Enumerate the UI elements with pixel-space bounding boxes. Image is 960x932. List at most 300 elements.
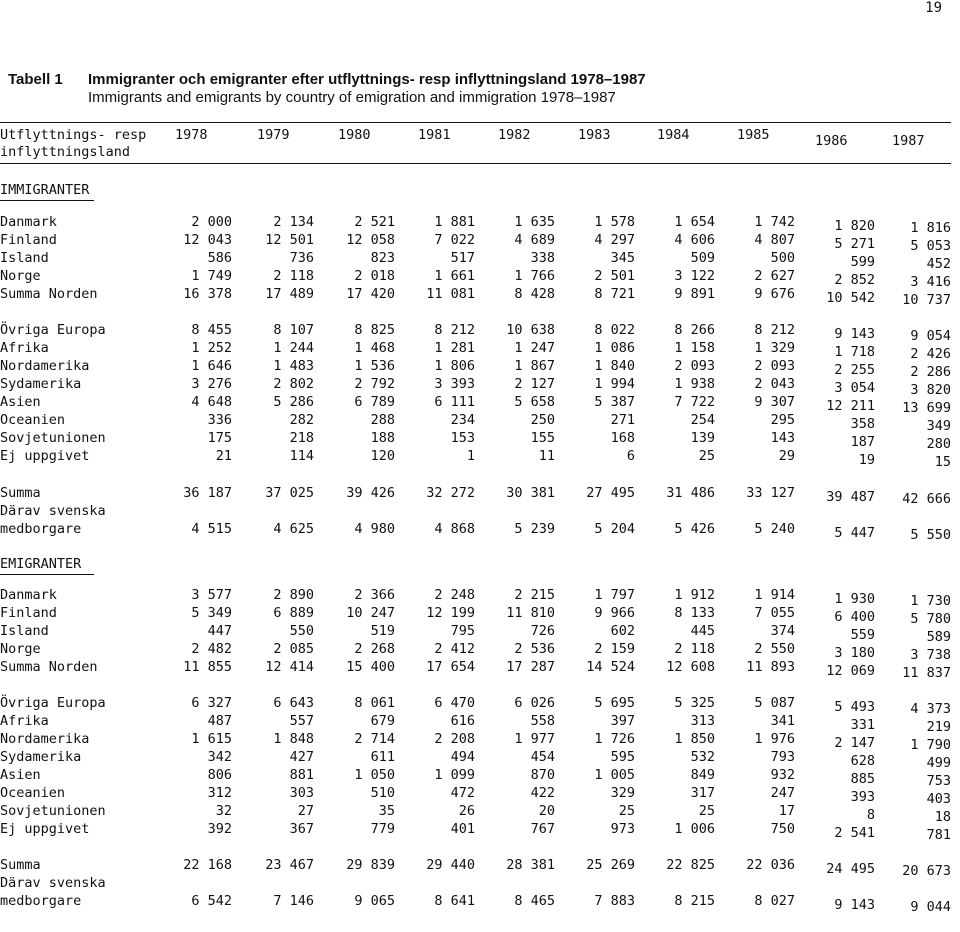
table-cell: 5 286	[273, 394, 314, 410]
table-cell: 1 742	[754, 214, 795, 230]
table-cell: 25	[618, 803, 635, 819]
table-cell: 1 247	[514, 340, 555, 356]
table-cell: 367	[289, 821, 314, 837]
table-cell: 22 036	[746, 857, 795, 873]
table-cell: 4 297	[594, 232, 635, 248]
table-cell: 2 208	[434, 731, 475, 747]
table-cell: 31 486	[666, 485, 715, 501]
header-bottom-rule	[0, 163, 951, 164]
table-row	[0, 521, 951, 543]
table-cell: 27	[297, 803, 314, 819]
table-cell: 2 792	[354, 376, 395, 392]
row-label: Nordamerika	[0, 358, 90, 374]
table-cell: 331	[850, 717, 875, 733]
table-title-swedish: Immigranter och emigranter efter utflyttnings- resp inflyttningsland 1978–1987	[88, 71, 646, 88]
table-cell: 2 501	[594, 268, 635, 284]
row-label: Summa	[0, 485, 41, 501]
row-label: Finland	[0, 605, 57, 621]
table-cell: 336	[207, 412, 232, 428]
table-cell: 1 850	[674, 731, 715, 747]
table-cell: 6 400	[834, 609, 875, 625]
table-cell: 358	[850, 416, 875, 432]
table-cell: 37 025	[265, 485, 314, 501]
row-label: Norge	[0, 641, 41, 657]
column-label-line1: Utflyttnings- resp	[0, 127, 147, 143]
table-cell: 1 976	[754, 731, 795, 747]
table-cell: 12 211	[826, 398, 875, 414]
table-cell: 2 215	[514, 587, 555, 603]
table-cell: 5 325	[674, 695, 715, 711]
table-row	[0, 641, 951, 663]
table-cell: 767	[530, 821, 555, 837]
table-cell: 12 501	[265, 232, 314, 248]
table-cell: 1 536	[354, 358, 395, 374]
table-row	[0, 340, 951, 362]
row-label: Summa Norden	[0, 659, 98, 675]
table-cell: 39 487	[826, 489, 875, 505]
table-cell: 2 286	[910, 364, 951, 380]
table-cell: 3 054	[834, 380, 875, 396]
table-cell: 1 938	[674, 376, 715, 392]
table-cell: 589	[926, 629, 951, 645]
table-cell: 11 893	[746, 659, 795, 675]
table-row	[0, 268, 951, 290]
table-cell: 33 127	[746, 485, 795, 501]
table-cell: 750	[770, 821, 795, 837]
table-cell: 4 648	[191, 394, 232, 410]
table-cell: 341	[770, 713, 795, 729]
table-cell: 5 349	[191, 605, 232, 621]
table-cell: 288	[370, 412, 395, 428]
table-cell: 1 099	[434, 767, 475, 783]
table-cell: 445	[690, 623, 715, 639]
table-row	[0, 857, 951, 879]
table-cell: 8 022	[594, 322, 635, 338]
table-row	[0, 713, 951, 735]
table-cell: 22 825	[666, 857, 715, 873]
table-cell: 21	[215, 448, 232, 464]
table-label: Tabell 1	[8, 71, 63, 88]
table-cell: 881	[289, 767, 314, 783]
table-cell: 5 087	[754, 695, 795, 711]
table-cell: 586	[207, 250, 232, 266]
table-row	[0, 749, 951, 771]
table-cell: 8 721	[594, 286, 635, 302]
section-title: EMIGRANTER	[0, 556, 82, 572]
table-cell: 2 159	[594, 641, 635, 657]
table-cell: 500	[770, 250, 795, 266]
table-cell: 1 806	[434, 358, 475, 374]
table-cell: 2 268	[354, 641, 395, 657]
section-underline	[0, 574, 94, 575]
row-label: Sydamerika	[0, 749, 82, 765]
table-cell: 8 061	[354, 695, 395, 711]
table-cell: 5 426	[674, 521, 715, 537]
table-cell: 628	[850, 753, 875, 769]
row-label: Summa	[0, 857, 41, 873]
table-cell: 17 420	[346, 286, 395, 302]
table-cell: 8 266	[674, 322, 715, 338]
row-label: Island	[0, 250, 49, 266]
table-cell: 32 272	[426, 485, 475, 501]
table-cell: 1 977	[514, 731, 555, 747]
table-cell: 8 641	[434, 893, 475, 909]
table-cell: 3 820	[910, 382, 951, 398]
table-cell: 550	[289, 623, 314, 639]
table-cell: 27 495	[586, 485, 635, 501]
table-cell: 5 053	[910, 238, 951, 254]
table-cell: 35	[378, 803, 395, 819]
table-cell: 6	[626, 448, 635, 464]
table-cell: 5 271	[834, 236, 875, 252]
table-cell: 2 426	[910, 346, 951, 362]
table-cell: 2 093	[754, 358, 795, 374]
row-label: Ej uppgivet	[0, 448, 90, 464]
row-label: Ej uppgivet	[0, 821, 90, 837]
table-cell: 510	[370, 785, 395, 801]
table-row	[0, 875, 951, 892]
table-cell: 9 891	[674, 286, 715, 302]
row-label: Sydamerika	[0, 376, 82, 392]
table-cell: 1 730	[910, 593, 951, 609]
table-row	[0, 376, 951, 398]
table-cell: 2 043	[754, 376, 795, 392]
year-header: 1980	[338, 127, 371, 143]
table-cell: 29 440	[426, 857, 475, 873]
table-cell: 393	[850, 789, 875, 805]
table-cell: 795	[450, 623, 475, 639]
table-cell: 1 930	[834, 591, 875, 607]
row-label: Danmark	[0, 214, 57, 230]
table-cell: 4 980	[354, 521, 395, 537]
table-cell: 11 810	[506, 605, 555, 621]
table-cell: 793	[770, 749, 795, 765]
table-cell: 392	[207, 821, 232, 837]
page-number: 19	[925, 0, 942, 16]
table-cell: 559	[850, 627, 875, 643]
table-cell: 1 468	[354, 340, 395, 356]
table-cell: 5 658	[514, 394, 555, 410]
row-label: Oceanien	[0, 412, 66, 428]
table-cell: 1 718	[834, 344, 875, 360]
table-cell: 1 635	[514, 214, 555, 230]
table-cell: 9 676	[754, 286, 795, 302]
table-cell: 8 212	[434, 322, 475, 338]
table-cell: 30 381	[506, 485, 555, 501]
table-cell: 10 247	[346, 605, 395, 621]
table-cell: 42 666	[902, 491, 951, 507]
year-header: 1983	[578, 127, 611, 143]
table-cell: 1 816	[910, 220, 951, 236]
table-cell: 679	[370, 713, 395, 729]
table-cell: 12 069	[826, 663, 875, 679]
table-cell: 422	[530, 785, 555, 801]
column-label-line2: inflyttningsland	[0, 144, 131, 160]
table-cell: 6 542	[191, 893, 232, 909]
table-cell: 3 416	[910, 274, 951, 290]
row-label: Övriga Europa	[0, 695, 106, 711]
table-cell: 11 855	[183, 659, 232, 675]
table-cell: 32	[215, 803, 232, 819]
table-cell: 8 428	[514, 286, 555, 302]
table-cell: 14 524	[586, 659, 635, 675]
table-cell: 781	[926, 827, 951, 843]
table-cell: 1 797	[594, 587, 635, 603]
table-cell: 313	[690, 713, 715, 729]
table-cell: 736	[289, 250, 314, 266]
table-cell: 1 646	[191, 358, 232, 374]
year-header: 1978	[175, 127, 208, 143]
table-cell: 427	[289, 749, 314, 765]
table-cell: 2 118	[273, 268, 314, 284]
table-cell: 1 766	[514, 268, 555, 284]
table-cell: 271	[610, 412, 635, 428]
year-header: 1981	[418, 127, 451, 143]
table-cell: 2 541	[834, 825, 875, 841]
table-cell: 616	[450, 713, 475, 729]
table-cell: 1 749	[191, 268, 232, 284]
table-cell: 20 673	[902, 863, 951, 879]
table-cell: 454	[530, 749, 555, 765]
row-label: Sovjetunionen	[0, 803, 106, 819]
table-cell: 2 890	[273, 587, 314, 603]
table-title-english: Immigrants and emigrants by country of emigration and immigration 1978–1987	[88, 89, 616, 106]
table-cell: 532	[690, 749, 715, 765]
table-row	[0, 286, 951, 308]
row-label: Nordamerika	[0, 731, 90, 747]
row-label: Övriga Europa	[0, 322, 106, 338]
table-cell: 1 790	[910, 737, 951, 753]
table-cell: 2 521	[354, 214, 395, 230]
table-cell: 3 276	[191, 376, 232, 392]
table-cell: 2 134	[273, 214, 314, 230]
table-cell: 29	[778, 448, 795, 464]
table-cell: 17 654	[426, 659, 475, 675]
table-cell: 25	[698, 448, 715, 464]
table-cell: 5 447	[834, 525, 875, 541]
year-header: 1979	[257, 127, 290, 143]
table-cell: 1 840	[594, 358, 635, 374]
table-cell: 401	[450, 821, 475, 837]
table-row	[0, 232, 951, 254]
table-cell: 36 187	[183, 485, 232, 501]
table-cell: 499	[926, 755, 951, 771]
table-cell: 11	[538, 448, 555, 464]
table-cell: 139	[690, 430, 715, 446]
table-cell: 2 852	[834, 272, 875, 288]
table-cell: 11 081	[426, 286, 475, 302]
table-row	[0, 821, 951, 843]
table-cell: 9 143	[834, 326, 875, 342]
table-row	[0, 485, 951, 507]
table-cell: 12 608	[666, 659, 715, 675]
row-label: Island	[0, 623, 49, 639]
table-cell: 12 414	[265, 659, 314, 675]
table-cell: 2 550	[754, 641, 795, 657]
table-cell: 1 914	[754, 587, 795, 603]
table-cell: 8 455	[191, 322, 232, 338]
section-underline	[0, 200, 94, 201]
table-cell: 5 493	[834, 699, 875, 715]
table-cell: 1 661	[434, 268, 475, 284]
year-header: 1982	[498, 127, 531, 143]
table-row	[0, 412, 951, 434]
table-cell: 726	[530, 623, 555, 639]
row-label: medborgare	[0, 893, 82, 909]
table-cell: 9 054	[910, 328, 951, 344]
table-cell: 1 820	[834, 218, 875, 234]
table-cell: 1 994	[594, 376, 635, 392]
table-cell: 2 802	[273, 376, 314, 392]
table-cell: 2 714	[354, 731, 395, 747]
table-cell: 17	[778, 803, 795, 819]
table-cell: 7 146	[273, 893, 314, 909]
table-cell: 247	[770, 785, 795, 801]
table-row	[0, 659, 951, 681]
table-cell: 3 738	[910, 647, 951, 663]
table-cell: 1 654	[674, 214, 715, 230]
table-row	[0, 587, 951, 609]
table-cell: 1	[466, 448, 475, 464]
table-cell: 1 867	[514, 358, 555, 374]
table-cell: 753	[926, 773, 951, 789]
table-cell: 5 240	[754, 521, 795, 537]
row-label: Därav svenska	[0, 875, 106, 891]
year-header: 1986	[815, 133, 848, 149]
table-top-rule	[0, 122, 951, 123]
table-cell: 397	[610, 713, 635, 729]
table-cell: 403	[926, 791, 951, 807]
section-title: IMMIGRANTER	[0, 182, 90, 198]
row-label: Summa Norden	[0, 286, 98, 302]
table-cell: 4 625	[273, 521, 314, 537]
table-cell: 6 111	[434, 394, 475, 410]
table-cell: 6 327	[191, 695, 232, 711]
table-row	[0, 785, 951, 807]
table-cell: 6 643	[273, 695, 314, 711]
row-label: Finland	[0, 232, 57, 248]
table-cell: 8 212	[754, 322, 795, 338]
table-cell: 2 366	[354, 587, 395, 603]
table-cell: 870	[530, 767, 555, 783]
table-cell: 15	[934, 454, 951, 470]
table-cell: 25	[698, 803, 715, 819]
table-cell: 188	[370, 430, 395, 446]
table-cell: 509	[690, 250, 715, 266]
table-row	[0, 695, 951, 717]
table-cell: 1 050	[354, 767, 395, 783]
table-cell: 2 085	[273, 641, 314, 657]
table-cell: 599	[850, 254, 875, 270]
year-header: 1984	[657, 127, 690, 143]
table-cell: 9 044	[910, 899, 951, 915]
table-cell: 9 065	[354, 893, 395, 909]
table-cell: 557	[289, 713, 314, 729]
table-cell: 120	[370, 448, 395, 464]
table-cell: 1 881	[434, 214, 475, 230]
table-cell: 1 483	[273, 358, 314, 374]
table-cell: 4 807	[754, 232, 795, 248]
table-cell: 9 307	[754, 394, 795, 410]
table-cell: 5 695	[594, 695, 635, 711]
table-cell: 26	[458, 803, 475, 819]
table-cell: 29 839	[346, 857, 395, 873]
table-cell: 7 883	[594, 893, 635, 909]
table-cell: 11 837	[902, 665, 951, 681]
table-cell: 10 638	[506, 322, 555, 338]
table-cell: 2 093	[674, 358, 715, 374]
table-cell: 374	[770, 623, 795, 639]
table-cell: 187	[850, 434, 875, 450]
table-cell: 4 515	[191, 521, 232, 537]
table-cell: 5 239	[514, 521, 555, 537]
table-cell: 885	[850, 771, 875, 787]
table-cell: 5 204	[594, 521, 635, 537]
table-cell: 312	[207, 785, 232, 801]
table-cell: 17 489	[265, 286, 314, 302]
table-cell: 2 127	[514, 376, 555, 392]
table-cell: 494	[450, 749, 475, 765]
table-cell: 282	[289, 412, 314, 428]
table-cell: 10 737	[902, 292, 951, 308]
table-cell: 18	[934, 809, 951, 825]
row-label: Afrika	[0, 340, 49, 356]
row-label: Norge	[0, 268, 41, 284]
table-cell: 19	[858, 452, 875, 468]
table-cell: 250	[530, 412, 555, 428]
table-cell: 12 199	[426, 605, 475, 621]
table-cell: 472	[450, 785, 475, 801]
table-cell: 611	[370, 749, 395, 765]
table-cell: 114	[289, 448, 314, 464]
table-cell: 155	[530, 430, 555, 446]
table-row	[0, 893, 951, 915]
table-cell: 168	[610, 430, 635, 446]
table-cell: 7 022	[434, 232, 475, 248]
table-cell: 8 465	[514, 893, 555, 909]
table-cell: 254	[690, 412, 715, 428]
table-cell: 1 848	[273, 731, 314, 747]
table-cell: 10 542	[826, 290, 875, 306]
table-row	[0, 358, 951, 380]
table-cell: 452	[926, 256, 951, 272]
table-cell: 4 689	[514, 232, 555, 248]
table-cell: 1 281	[434, 340, 475, 356]
table-cell: 823	[370, 250, 395, 266]
table-cell: 303	[289, 785, 314, 801]
table-cell: 2 482	[191, 641, 232, 657]
table-cell: 7 055	[754, 605, 795, 621]
table-cell: 7 722	[674, 394, 715, 410]
table-cell: 4 606	[674, 232, 715, 248]
table-cell: 17 287	[506, 659, 555, 675]
table-cell: 295	[770, 412, 795, 428]
table-row	[0, 623, 951, 645]
table-row	[0, 394, 951, 416]
table-cell: 2 412	[434, 641, 475, 657]
table-cell: 175	[207, 430, 232, 446]
table-cell: 24 495	[826, 861, 875, 877]
row-label: Oceanien	[0, 785, 66, 801]
table-cell: 2 255	[834, 362, 875, 378]
row-label: Afrika	[0, 713, 49, 729]
table-cell: 6 889	[273, 605, 314, 621]
table-cell: 8	[866, 807, 875, 823]
table-row	[0, 803, 951, 825]
table-cell: 932	[770, 767, 795, 783]
table-row	[0, 430, 951, 452]
table-cell: 143	[770, 430, 795, 446]
